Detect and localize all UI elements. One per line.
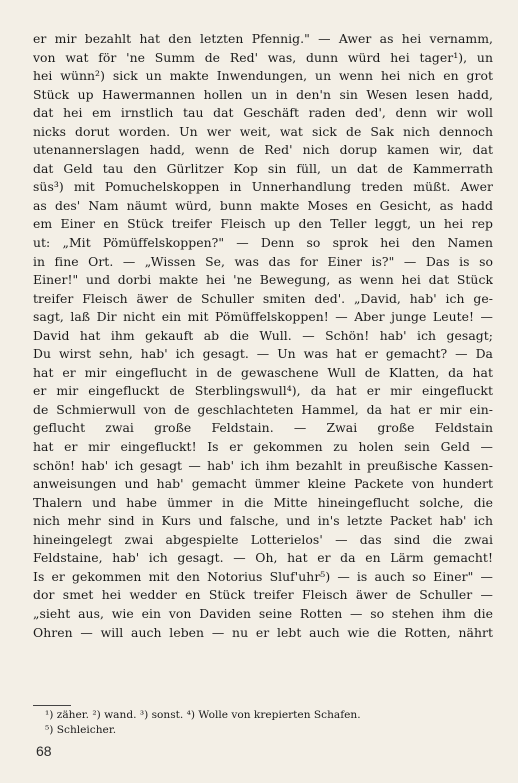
text-line: nicks dorut worden. Un wer weit, wat sick de Sak nich dennoch [33,123,493,139]
footnote-line: ¹) zäher. ²) wand. ³) sonst. ⁴) Wolle von krepierten Schafen. [45,709,361,721]
text-line: Stück up Hawermannen hollen un in den'n sin Wesen lesen hadd, [33,86,493,102]
text-line: dor smet hei wedder en Stück treifer Fleisch äwer de Schuller — [33,587,493,603]
text-line: nich mehr sind in Kurs und falsche, und in's letzte Packet hab' ich [33,513,493,529]
text-line: in fine Ort. — „Wissen Se, was das for Einer is?" — Das is so [33,253,493,269]
text-line: „sieht aus, wie ein von Daviden seine Rotten — so stehen ihm die [33,605,493,621]
text-line: utenannerslagen hadd, wenn de Red' nich dorup kamen wir, dat [33,142,493,158]
text-line: von wat för 'ne Summ de Red' was, dunn würd hei tager¹), un [33,49,493,65]
text-line: ut: „Mit Pömüffelskoppen?" — Denn so sprok hei den Namen [33,235,493,251]
footnote-rule [33,705,71,706]
text-line: David hat ihm gekauft ab die Wull. — Schön! hab' ich gesagt; [33,327,493,343]
text-line: anweisungen und hab' gemacht ümmer kleine Packete von hundert [33,476,493,492]
text-line: Du wirst sehn, hab' ich gesagt. — Un was hat er gemacht? — Da [33,346,493,362]
footnotes [45,708,493,738]
text-line: Einer!" und dorbi makte hei 'ne Bewegung, as wenn hei dat Stück [33,272,493,288]
text-line: hineingelegt zwai abgespielte Lotterielos' — das sind die zwai [33,531,493,547]
text-line: süs³) mit Pomuchelskoppen in Unnerhandlung treden müßt. Awer [33,179,493,195]
text-line: as des' Nam näumt würd, bunn makte Moses en Gesicht, as hadd [33,197,493,213]
text-line: geflucht zwai große Feldstain. — Zwai große Feldstain [33,420,493,436]
text-line: Is er gekommen mit den Notorius Sluf'uhr⁵) — is auch so Einer" — [33,568,493,584]
text-line: er mir bezahlt hat den letzten Pfennig." — Awer as hei vernamm, [33,31,493,46]
text-line: de Schmierwull von de geschlachteten Hammel, da hat er mir ein- [33,401,493,417]
text-line: hei wünn²) sick un makte Inwendungen, un wenn hei nich en grot [33,68,493,84]
text-line: er mir eingefluckt de Sterblingswull⁴), da hat er mir eingefluckt [33,383,493,399]
text-line: Ohren — will auch leben — nu er lebt auch wie die Rotten, nährt [33,624,493,640]
text-line: em Einer en Stück treifer Fleisch up den Teller leggt, un hei rep [33,216,493,232]
text-line: dat hei em irnstlich tau dat Geschäft raden ded', denn wir woll [33,105,493,121]
text-line: dat Geld tau den Gürlitzer Kop sin füll, un dat de Kammerrath [33,160,493,176]
text-line: hat er mir eingeflucht in de gewaschene Wull de Klatten, da hat [33,364,493,380]
text-line: Feldstaine, hab' ich gesagt. — Oh, hat er da en Lärm gemacht! [33,550,493,566]
body-text [33,30,493,642]
text-line: schön! hab' ich gesagt — hab' ich ihm bezahlt in preußische Kassen- [33,457,493,473]
footnote-line: ⁵) Schleicher. [45,724,117,736]
text-line: treifer Fleisch äwer de Schuller smiten ded'. „David, hab' ich ge- [33,290,493,306]
text-line: Thalern und habe ümmer in die Mitte hineingeflucht solche, die [33,494,493,510]
page-number: 68 [36,743,52,759]
text-line: sagt, laß Dir nicht ein mit Pömüffelskoppen! — Aber junge Leute! — [33,309,493,325]
text-line: hat er mir eingefluckt! Is er gekommen zu holen sein Geld — [33,439,493,455]
